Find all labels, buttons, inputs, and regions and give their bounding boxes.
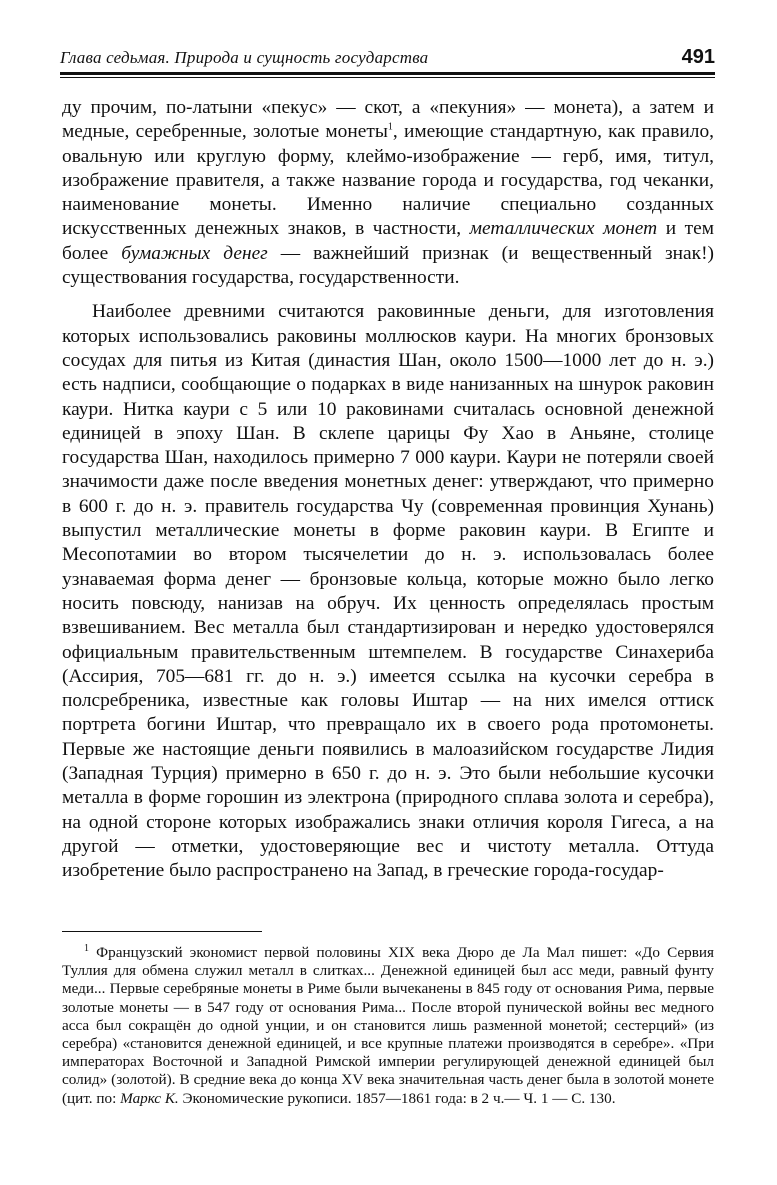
footnote-citation: Экономические рукописи. 1857—1861 года: в 2 ч.— Ч. 1 — С. 130. bbox=[178, 1089, 616, 1107]
paragraph-1 bbox=[62, 96, 714, 290]
paragraph-1-text-d: — важнейший признак (и вещественный знак!) существования государства, государственности. bbox=[62, 242, 714, 289]
paragraph-1-text-c: и тем более bbox=[62, 218, 714, 264]
page-number: 491 bbox=[681, 46, 715, 68]
main-text bbox=[62, 96, 714, 884]
footnote-mark: 1 bbox=[84, 942, 89, 954]
paragraph-2: Наиболее древними считаются раковинные деньги, для изготовления которых использовались раковины моллюсков каури. На многих бронзовых сосудах для питья из Китая (династия Шан, около 1500—1000 лет до н. э.) есть надписи, сообщающие о подарках в виде нанизанных на шнурок раковин каури. Нитка каури с 5 или 10 раковинами считалась основной денежной единицей в эпоху Шан. В склепе царицы Фу Хао в Аньяне, столице государства Шан, находилось примерно 7 000 каури. Каури не потеряли своей значимости даже после введения монетных денег: утверждают, что примерно в 600 г. до н. э. правитель государства Чу (современная провинция Хунань) выпустил металлические монеты в форме раковин каури. В Египте и Месопотамии во втором тысячелетии до н. э. использовалась более узнаваемая форма денег — бронзовые кольца, которые можно было легко носить повсюду, нанизав на обруч. Их ценность определялась простым взвешиванием. Вес металла был стандартизирован и нередко удостоверялся официальным правительственным штемпелем. В государстве Синахериба (Ассирия, 705—681 гг. до н. э.) имеется ссылка на кусочки серебра в полсребреника, известные как головы Иштар — на них имелся оттиск портрета богини Иштар, что превращало их в своего рода протомонеты. Первые же настоящие деньги появились в малоазийском государстве Лидия (Западная Турция) примерно в 650 г. до н. э. Это были небольшие кусочки металла в форме горошин из электрона (природного сплава золота и серебра), на одной стороне которых изображались знаки отличия короля Гигеса, а на другой — отметки, удостоверяющие вес и чистоту металла. Оттуда изобретение было распространено на Запад, в греческие города-государ- bbox=[62, 301, 714, 882]
footnote-text: Французский экономист первой половины XIX века Дюро де Ла Мал пишет: «До Сервия Туллия для обмена служил металл в слитках... Денежной единицей был асс меди, равный фунту меди... Первые серебряные монеты в Риме были вычеканены в 845 году от основания Рима, первые золотые монеты — в 547 году от основания Рима... После второй пунической войны вес медного асса был сокращён до одной унции, и он становится лишь разменной монетой; сестерций» (из серебра) «становится денежной единицей, и все крупные платежи производятся в серебре». «При императорах Восточной и Западной Римской империи регулирующей денежной единицей был солид» (золотой). В средние века до конца XV века значительная часть денег была в золотой монете (цит. по: bbox=[62, 944, 715, 1107]
header-rule-thin bbox=[60, 77, 715, 78]
running-header bbox=[60, 46, 715, 72]
footnote-citation-author: Маркс К. bbox=[120, 1089, 179, 1107]
footnote bbox=[62, 944, 714, 1108]
chapter-title: Глава седьмая. Природа и сущность государства bbox=[60, 48, 429, 67]
footnote-reference: 1 bbox=[387, 121, 393, 133]
paragraph-1-text-b: , имеющие стандартную, как правило, овальную или круглую форму, клеймо-изображение — герб, имя, титул, изображение правителя, а также название города и государства, год чеканки, наименование монеты. Именно наличие специально созданных искусственных денежных знаков, в частности, bbox=[62, 121, 714, 240]
emphasis-paper-money: бумажных денег bbox=[121, 242, 268, 264]
header-rule bbox=[60, 72, 715, 75]
emphasis-metal-coins: металлических монет bbox=[469, 218, 658, 240]
footnote-separator bbox=[62, 931, 262, 932]
paragraph-1-text-a: ду прочим, по-латыни «пекус» — скот, а «пекуния» — монета), а затем и медные, серебренные, золотые монеты bbox=[62, 97, 714, 143]
